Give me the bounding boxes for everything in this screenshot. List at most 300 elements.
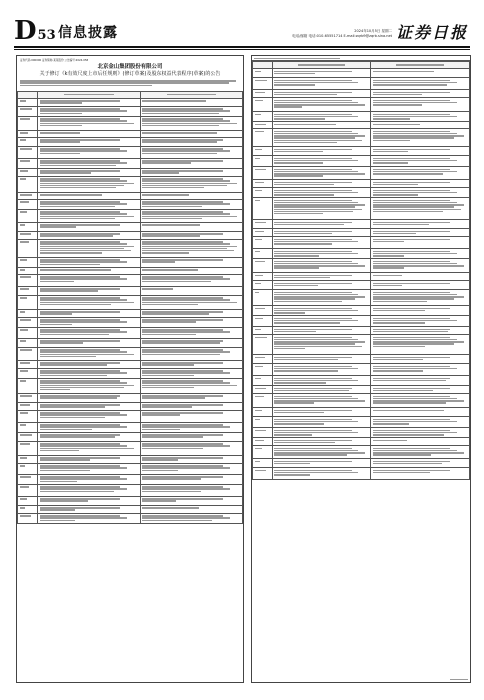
row-number-cell xyxy=(18,239,38,257)
table-row xyxy=(18,168,243,176)
row-number-cell xyxy=(18,338,38,347)
revised-clause-cell xyxy=(140,393,242,402)
original-clause-cell xyxy=(38,455,140,463)
revised-clause-cell xyxy=(140,274,242,286)
table-row xyxy=(18,222,243,231)
row-number-cell xyxy=(18,410,38,422)
revised-clause-cell xyxy=(140,192,242,199)
table-row xyxy=(253,237,470,249)
row-number-cell xyxy=(18,441,38,455)
revised-clause-cell xyxy=(371,376,470,386)
row-number-cell xyxy=(18,474,38,484)
table-row xyxy=(18,368,243,378)
original-clause-cell xyxy=(38,327,140,338)
table-row xyxy=(18,309,243,317)
revised-clause-cell xyxy=(371,386,470,394)
original-clause-cell xyxy=(38,130,140,137)
revised-clause-cell xyxy=(140,347,242,360)
row-number-cell xyxy=(253,259,273,273)
row-number-cell xyxy=(253,316,273,327)
table-header-row xyxy=(253,62,470,69)
original-clause-cell xyxy=(272,376,371,386)
masthead-rule xyxy=(14,46,470,48)
row-number-cell xyxy=(253,446,273,459)
original-clause-cell xyxy=(272,290,371,306)
row-number-cell xyxy=(253,229,273,237)
table-row xyxy=(253,316,470,327)
header-cell-original xyxy=(38,91,140,98)
table-row xyxy=(253,259,470,273)
table-row xyxy=(18,432,243,441)
row-number-cell xyxy=(18,393,38,402)
page-number: D53 xyxy=(14,16,56,46)
table-row xyxy=(253,335,470,355)
stock-code-line: 证券代码:000000 证券简称:某某股份 公告编号:2024-058 xyxy=(20,59,89,62)
table-row xyxy=(18,130,243,137)
table-row xyxy=(18,286,243,295)
original-clause-cell xyxy=(38,295,140,309)
table-row xyxy=(18,441,243,455)
table-row xyxy=(18,295,243,309)
table-row xyxy=(18,513,243,523)
row-number-cell xyxy=(253,147,273,156)
row-number-cell xyxy=(18,455,38,463)
table-row xyxy=(253,438,470,446)
table-row xyxy=(253,417,470,428)
row-number-cell xyxy=(253,129,273,147)
row-number-cell xyxy=(18,368,38,378)
table-row xyxy=(253,468,470,480)
revised-clause-cell xyxy=(140,222,242,231)
original-clause-cell xyxy=(272,446,371,459)
original-clause-cell xyxy=(272,273,371,281)
original-clause-cell xyxy=(38,267,140,274)
table-row xyxy=(253,112,470,122)
original-clause-cell xyxy=(272,249,371,259)
original-clause-cell xyxy=(272,459,371,468)
table-row xyxy=(18,106,243,116)
original-clause-cell xyxy=(272,386,371,394)
notice-header xyxy=(17,56,243,91)
row-number-cell xyxy=(253,69,273,78)
row-number-cell xyxy=(253,78,273,90)
original-clause-cell xyxy=(38,368,140,378)
table-row xyxy=(253,281,470,290)
row-number-cell xyxy=(18,295,38,309)
revised-clause-cell xyxy=(371,237,470,249)
original-clause-cell xyxy=(272,237,371,249)
table-row xyxy=(253,220,470,229)
revised-clause-cell xyxy=(140,496,242,505)
table-row xyxy=(253,147,470,156)
original-clause-cell xyxy=(272,394,371,408)
table-row xyxy=(18,199,243,209)
row-number-cell xyxy=(253,167,273,180)
revised-clause-cell xyxy=(371,438,470,446)
row-number-cell xyxy=(253,281,273,290)
original-clause-cell xyxy=(38,347,140,360)
original-clause-cell xyxy=(272,259,371,273)
original-clause-cell xyxy=(38,496,140,505)
table-row xyxy=(18,146,243,158)
original-clause-cell xyxy=(38,231,140,239)
table-row xyxy=(18,347,243,360)
revised-clause-cell xyxy=(140,137,242,146)
notice-column-left xyxy=(16,55,244,683)
original-clause-cell xyxy=(272,156,371,167)
row-number-cell xyxy=(253,156,273,167)
row-number-cell xyxy=(18,484,38,496)
row-number-cell xyxy=(253,417,273,428)
original-clause-cell xyxy=(38,393,140,402)
original-clause-cell xyxy=(38,513,140,523)
revised-clause-cell xyxy=(371,249,470,259)
revised-clause-cell xyxy=(140,176,242,192)
revised-clause-cell xyxy=(371,355,470,364)
table-row xyxy=(18,505,243,513)
original-clause-cell xyxy=(38,338,140,347)
original-clause-cell xyxy=(272,408,371,417)
original-clause-cell xyxy=(38,410,140,422)
table-row xyxy=(18,378,243,393)
revised-clause-cell xyxy=(140,98,242,106)
original-clause-cell xyxy=(272,129,371,147)
original-clause-cell xyxy=(272,327,371,335)
row-number-cell xyxy=(18,158,38,168)
original-clause-cell xyxy=(38,402,140,410)
revised-clause-cell xyxy=(140,360,242,368)
revised-clause-cell xyxy=(371,188,470,198)
revised-clause-cell xyxy=(140,505,242,513)
original-clause-cell xyxy=(272,438,371,446)
notice-column-right xyxy=(251,55,471,683)
table-row xyxy=(18,327,243,338)
table-row xyxy=(18,98,243,106)
revised-clause-cell xyxy=(371,364,470,376)
revised-clause-cell xyxy=(140,231,242,239)
row-number-cell xyxy=(253,438,273,446)
revised-clause-cell xyxy=(140,455,242,463)
table-row xyxy=(253,78,470,90)
table-row xyxy=(253,273,470,281)
revised-clause-cell xyxy=(371,78,470,90)
revised-clause-cell xyxy=(140,368,242,378)
row-number-cell xyxy=(18,209,38,222)
row-number-cell xyxy=(18,317,38,327)
table-row xyxy=(253,249,470,259)
table-row xyxy=(18,176,243,192)
header-cell-revised xyxy=(371,62,470,69)
revised-clause-cell xyxy=(371,129,470,147)
row-number-cell xyxy=(18,267,38,274)
row-number-cell xyxy=(18,327,38,338)
original-clause-cell xyxy=(272,112,371,122)
original-clause-cell xyxy=(38,116,140,130)
row-number-cell xyxy=(18,176,38,192)
row-number-cell xyxy=(253,355,273,364)
row-number-cell xyxy=(253,376,273,386)
original-clause-cell xyxy=(38,378,140,393)
table-row xyxy=(253,98,470,112)
revised-clause-cell xyxy=(140,402,242,410)
original-clause-cell xyxy=(38,192,140,199)
revised-clause-cell xyxy=(371,98,470,112)
original-clause-cell xyxy=(272,281,371,290)
row-number-cell xyxy=(18,222,38,231)
original-clause-cell xyxy=(272,364,371,376)
table-row xyxy=(253,129,470,147)
header-cell-original xyxy=(272,62,371,69)
original-clause-cell xyxy=(272,306,371,316)
table-row xyxy=(253,386,470,394)
row-number-cell xyxy=(18,231,38,239)
original-clause-cell xyxy=(272,69,371,78)
table-row xyxy=(253,167,470,180)
table-row xyxy=(18,402,243,410)
row-number-cell xyxy=(18,360,38,368)
row-number-cell xyxy=(253,90,273,98)
table-row xyxy=(253,327,470,335)
original-clause-cell xyxy=(272,428,371,438)
issue-info xyxy=(292,29,392,39)
revised-clause-cell xyxy=(371,428,470,438)
original-clause-cell xyxy=(38,441,140,455)
row-number-cell xyxy=(18,505,38,513)
revised-clause-cell xyxy=(140,106,242,116)
table-row xyxy=(18,137,243,146)
original-clause-cell xyxy=(38,158,140,168)
table-row xyxy=(18,274,243,286)
row-number-cell xyxy=(253,198,273,220)
revised-clause-cell xyxy=(371,122,470,129)
row-number-cell xyxy=(18,137,38,146)
revised-clause-cell xyxy=(140,267,242,274)
revised-clause-cell xyxy=(371,180,470,188)
table-row xyxy=(18,338,243,347)
original-clause-cell xyxy=(38,137,140,146)
row-number-cell xyxy=(18,402,38,410)
row-number-cell xyxy=(253,459,273,468)
original-clause-cell xyxy=(272,167,371,180)
original-clause-cell xyxy=(38,98,140,106)
notice-subject: 关于修订《k有效尺度上市后任规则》(修订草案)及股东权益代表程序(草案)的公告 xyxy=(39,71,221,77)
revised-clause-cell xyxy=(140,168,242,176)
original-clause-cell xyxy=(38,222,140,231)
revised-clause-cell xyxy=(371,459,470,468)
row-number-cell xyxy=(253,428,273,438)
table-row xyxy=(253,90,470,98)
header-cell-number xyxy=(18,91,38,98)
original-clause-cell xyxy=(38,239,140,257)
revised-clause-cell xyxy=(371,335,470,355)
issue-date: 2024年10月5日 星期二 xyxy=(354,29,392,33)
row-number-cell xyxy=(253,408,273,417)
row-number-cell xyxy=(18,432,38,441)
row-number-cell xyxy=(18,146,38,158)
original-clause-cell xyxy=(272,90,371,98)
row-number-cell xyxy=(18,513,38,523)
row-number-cell xyxy=(253,468,273,480)
revised-clause-cell xyxy=(140,239,242,257)
revised-clause-cell xyxy=(140,309,242,317)
row-number-cell xyxy=(253,180,273,188)
section-title: 信息披露 xyxy=(58,25,118,41)
table-row xyxy=(253,355,470,364)
original-clause-cell xyxy=(38,209,140,222)
revised-clause-cell xyxy=(140,513,242,523)
original-clause-cell xyxy=(38,176,140,192)
original-clause-cell xyxy=(38,257,140,267)
original-clause-cell xyxy=(38,474,140,484)
revised-clause-cell xyxy=(371,156,470,167)
header-cell-revised xyxy=(140,91,242,98)
table-row xyxy=(18,496,243,505)
table-row xyxy=(18,393,243,402)
revised-clause-cell xyxy=(140,484,242,496)
revised-clause-cell xyxy=(371,167,470,180)
revised-clause-cell xyxy=(140,474,242,484)
original-clause-cell xyxy=(38,286,140,295)
original-clause-cell xyxy=(38,505,140,513)
table-row xyxy=(253,459,470,468)
table-row xyxy=(18,484,243,496)
revised-clause-cell xyxy=(140,116,242,130)
revised-clause-cell xyxy=(371,90,470,98)
revised-clause-cell xyxy=(140,432,242,441)
revised-clause-cell xyxy=(371,69,470,78)
revised-clause-cell xyxy=(140,463,242,474)
table-row xyxy=(18,360,243,368)
table-row xyxy=(18,231,243,239)
revised-clause-cell xyxy=(140,338,242,347)
table-row xyxy=(18,455,243,463)
revised-clause-cell xyxy=(140,378,242,393)
page-footer xyxy=(450,678,468,681)
revised-clause-cell xyxy=(140,286,242,295)
table-row xyxy=(253,122,470,129)
original-clause-cell xyxy=(272,335,371,355)
row-number-cell xyxy=(18,168,38,176)
table-row xyxy=(18,192,243,199)
table-row xyxy=(18,463,243,474)
original-clause-cell xyxy=(272,122,371,129)
masthead-rule-thin xyxy=(14,49,470,50)
table-row xyxy=(253,376,470,386)
original-clause-cell xyxy=(38,317,140,327)
original-clause-cell xyxy=(272,180,371,188)
row-number-cell xyxy=(253,327,273,335)
revised-clause-cell xyxy=(140,209,242,222)
notice-intro xyxy=(20,80,240,91)
original-clause-cell xyxy=(38,146,140,158)
company-name: 北京金山集团股份有限公司 xyxy=(97,64,163,70)
original-clause-cell xyxy=(272,417,371,428)
row-number-cell xyxy=(253,364,273,376)
row-number-cell xyxy=(253,386,273,394)
row-number-cell xyxy=(18,463,38,474)
table-row xyxy=(253,446,470,459)
revised-clause-cell xyxy=(140,317,242,327)
row-number-cell xyxy=(18,286,38,295)
table-row xyxy=(18,267,243,274)
original-clause-cell xyxy=(272,98,371,112)
table-row xyxy=(18,410,243,422)
newspaper-logo: 证券日报 xyxy=(395,23,468,42)
revised-clause-cell xyxy=(140,295,242,309)
revised-clause-cell xyxy=(371,273,470,281)
revised-clause-cell xyxy=(371,281,470,290)
revised-clause-cell xyxy=(371,306,470,316)
table-row xyxy=(253,394,470,408)
original-clause-cell xyxy=(38,484,140,496)
original-clause-cell xyxy=(38,422,140,432)
row-number-cell xyxy=(253,290,273,306)
row-number-cell xyxy=(18,309,38,317)
table-row xyxy=(253,156,470,167)
revised-clause-cell xyxy=(371,316,470,327)
row-number-cell xyxy=(18,422,38,432)
revised-clause-cell xyxy=(140,146,242,158)
issue-contact: 电话/邮箱 电话:010-65551714 E-mail:zqrb9@zqrb.sina.net xyxy=(292,34,392,38)
table-row xyxy=(253,180,470,188)
amendment-table-left xyxy=(17,91,243,524)
amendment-table-right xyxy=(252,61,470,480)
table-row xyxy=(253,364,470,376)
original-clause-cell xyxy=(272,220,371,229)
row-number-cell xyxy=(253,112,273,122)
original-clause-cell xyxy=(272,198,371,220)
revised-clause-cell xyxy=(371,198,470,220)
table-row xyxy=(253,306,470,316)
row-number-cell xyxy=(253,98,273,112)
row-number-cell xyxy=(18,106,38,116)
original-clause-cell xyxy=(272,78,371,90)
revised-clause-cell xyxy=(371,112,470,122)
revised-clause-cell xyxy=(140,199,242,209)
row-number-cell xyxy=(18,257,38,267)
table-row xyxy=(18,239,243,257)
table-row xyxy=(18,474,243,484)
revised-clause-cell xyxy=(140,410,242,422)
original-clause-cell xyxy=(272,188,371,198)
row-number-cell xyxy=(18,347,38,360)
revised-clause-cell xyxy=(371,147,470,156)
table-row xyxy=(18,317,243,327)
original-clause-cell xyxy=(272,316,371,327)
original-clause-cell xyxy=(272,468,371,480)
original-clause-cell xyxy=(38,309,140,317)
row-number-cell xyxy=(253,220,273,229)
row-number-cell xyxy=(18,130,38,137)
row-number-cell xyxy=(253,237,273,249)
row-number-cell xyxy=(18,199,38,209)
header-cell-number xyxy=(253,62,273,69)
revised-clause-cell xyxy=(371,229,470,237)
row-number-cell xyxy=(253,122,273,129)
table-row xyxy=(253,428,470,438)
revised-clause-cell xyxy=(371,417,470,428)
table-row xyxy=(18,209,243,222)
row-number-cell xyxy=(253,335,273,355)
table-row xyxy=(18,422,243,432)
table-row xyxy=(18,116,243,130)
masthead xyxy=(0,0,484,50)
original-clause-cell xyxy=(272,147,371,156)
original-clause-cell xyxy=(38,463,140,474)
table-row xyxy=(253,188,470,198)
revised-clause-cell xyxy=(140,158,242,168)
original-clause-cell xyxy=(38,274,140,286)
